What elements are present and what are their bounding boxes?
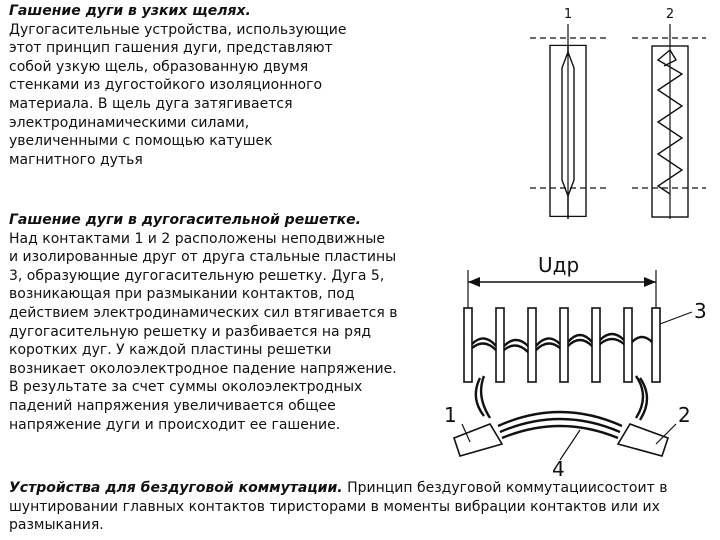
text-line: 3, образующие дугогасительную решетку. Дуга 5, (9, 267, 385, 284)
text-line: стенками из дугостойкого изоляционного (9, 77, 323, 94)
label-plates-3: 3 (694, 299, 707, 323)
label-contact-2: 2 (678, 403, 691, 427)
text-line: материала. В щель дуга затягивается (9, 95, 293, 112)
section-heading: Гашение дуги в узких щелях. (9, 3, 251, 19)
section-slot-quenching (9, 2, 369, 169)
zigzag-slot-drawing (632, 24, 706, 219)
text-line: собой узкую щель, образованную двумя (9, 58, 309, 75)
grid-plates (464, 308, 660, 382)
section-arc-grid (9, 211, 414, 434)
text-line: падений напряжения увеличивается общее (9, 397, 336, 414)
arc-grid-figure (440, 248, 715, 478)
text-line: магнитного дутья (9, 151, 143, 168)
section-heading: Устройства для бездуговой коммутации. (9, 480, 343, 496)
section-heading: Гашение дуги в дугогасительной решетке. (9, 212, 361, 228)
text-line: и изолированные друг от друга стальные пластины (9, 249, 397, 266)
label-contact-1: 1 (444, 403, 457, 427)
text-line: этот принцип гашения дуги, представляют (9, 40, 333, 57)
section-arcless-switching (9, 479, 714, 535)
text-line: коротких дуг. У каждой пластины решетки (9, 342, 332, 359)
text-line: напряжение дуги и происходит ее гашение. (9, 416, 341, 433)
text-line: дугогасительную решетку и разбивается на ряд (9, 323, 372, 340)
arc-path (476, 376, 647, 438)
text-line: электродинамическими силами, (9, 114, 250, 131)
paragraph-text: Принцип бездуговой коммутациисостоит в шунтировании главных контактов тиристорами в моменты вибрации контактов или их размыкания. (9, 480, 668, 534)
text-line: увеличенными с помощью катушек (9, 133, 273, 150)
figure-label-2: 2 (665, 7, 675, 22)
text-line: действием электродинамических сил втягивается в (9, 304, 398, 321)
text-line: Дугогасительные устройства, использующие (9, 21, 347, 38)
text-line: возникающая при размыкании контактов, под (9, 286, 355, 303)
text-line: возникает околоэлектродное падение напряжение. (9, 360, 397, 377)
figure-label-1: 1 (563, 7, 573, 22)
straight-slot-drawing (530, 24, 606, 219)
leader-3 (660, 312, 692, 324)
label-arc-4: 4 (552, 457, 565, 478)
contacts (454, 424, 668, 456)
text-line: В результате за счет суммы околоэлектродных (9, 379, 363, 396)
leader-4 (560, 430, 580, 460)
slot-chute-figure (528, 4, 708, 224)
voltage-label: Uдр (538, 253, 580, 277)
text-line: Над контактами 1 и 2 расположены неподвижные (9, 230, 385, 247)
